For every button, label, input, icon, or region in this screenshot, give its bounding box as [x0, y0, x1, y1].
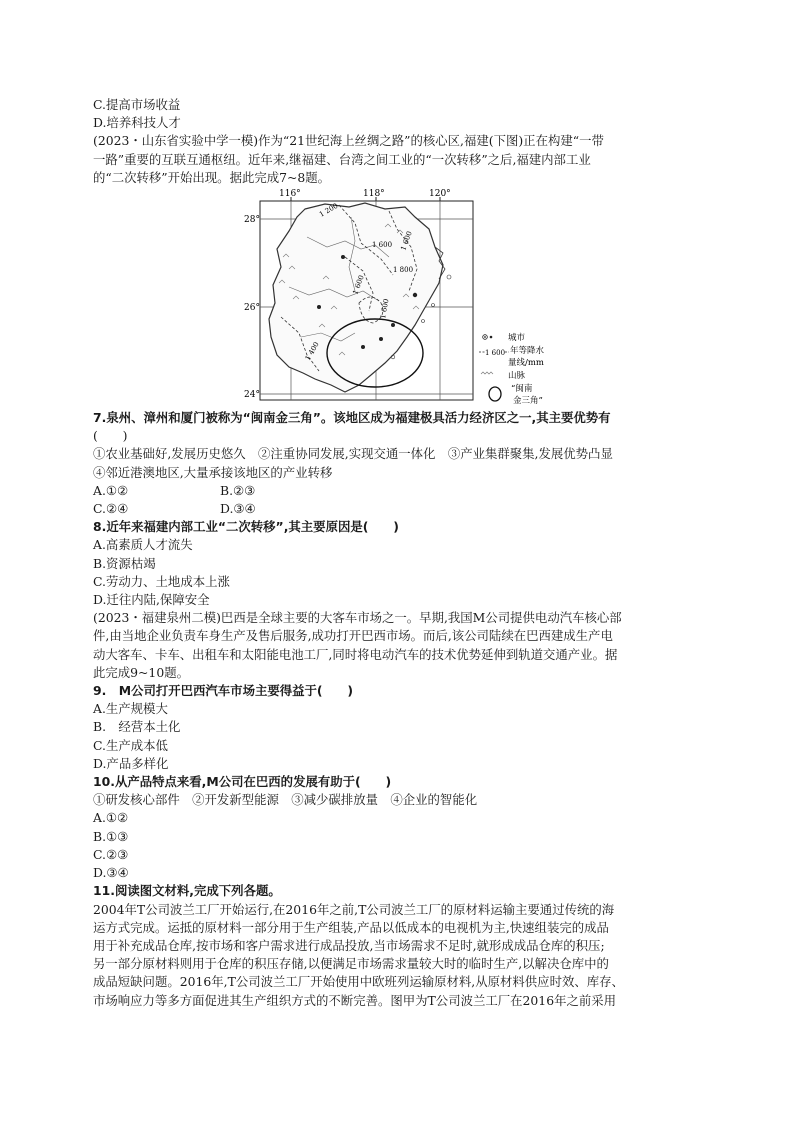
question-10-option-b[interactable]: B.①③	[93, 828, 129, 844]
legend-mountain: 山脉	[508, 371, 526, 382]
isohyet-label: 1 200	[318, 201, 340, 219]
question-10-option-c[interactable]: C.②③	[93, 846, 129, 862]
passage-fujian-line-3: 的“二次转移”开始出现。据此完成7~8题。	[93, 169, 331, 185]
lon-label-118: 118°	[363, 189, 385, 200]
question-8-stem: 8.近年来福建内部工业“二次转移”,其主要原因是( )	[93, 519, 399, 535]
lat-label-26: 26°	[244, 303, 260, 314]
question-9-stem: 9. M公司打开巴西汽车市场主要得益于( )	[93, 683, 354, 699]
question-7-option-c[interactable]: C.②④	[93, 501, 129, 517]
lat-label-24: 24°	[244, 390, 260, 401]
question-9-option-d[interactable]: D.产品多样化	[93, 755, 169, 771]
map-legend	[479, 332, 547, 406]
legend-city: 城市	[508, 333, 526, 344]
passage-fujian-line-1: (2023・山东省实验中学一模)作为“21世纪海上丝绸之路”的核心区,福建(下图)正在构建“一带	[93, 133, 604, 149]
document-page	[93, 96, 703, 1010]
lon-label-116: 116°	[279, 189, 301, 200]
question-9-option-c[interactable]: C.生产成本低	[93, 737, 168, 753]
question-11-material-line-4: 另一部分原材料则用于仓库的积压存储,以便满足市场需求量较大时的临时生产,以解决仓库中的	[93, 956, 609, 972]
question-11-stem: 11.阅读图文材料,完成下列各题。	[93, 883, 281, 899]
question-8-option-d[interactable]: D.迁往内陆,保障安全	[93, 592, 210, 608]
question-7-option-a[interactable]: A.①②	[93, 482, 129, 498]
question-7-option-d[interactable]: D.③④	[220, 501, 256, 517]
question-7-options-row-1	[93, 482, 703, 500]
question-7-options-row-2	[93, 500, 703, 518]
question-8-option-a[interactable]: A.高素质人才流失	[93, 537, 193, 553]
question-7-paren: ( )	[93, 428, 128, 444]
question-11-material-line-2: 运方式完成。运抵的原材料一部分用于生产组装,产品以低成本的电视机为主,快速组装完的成品	[93, 919, 609, 935]
question-10-items: ①研发核心部件 ②开发新型能源 ③减少碳排放量 ④企业的智能化	[93, 792, 478, 808]
isohyet-label: 1 400	[303, 340, 321, 363]
isohyet-label: 1 600	[351, 274, 366, 296]
question-10-stem: 10.从产品特点来看,M公司在巴西的发展有助于( )	[93, 774, 392, 790]
passage-brazil-line-1: (2023・福建泉州二模)巴西是全球主要的大客车市场之一。早期,我国M公司提供电动汽车核心部	[93, 610, 622, 626]
question-7-option-b[interactable]: B.②③	[220, 482, 256, 498]
lat-label-28: 28°	[244, 215, 260, 226]
passage-fujian-line-2: 一路”重要的互联互通枢纽。近年来,继福建、台湾之间工业的“一次转移”之后,福建内部工业	[93, 151, 591, 167]
fujian-map	[93, 187, 703, 409]
passage-brazil-line-4: 此完成9~10题。	[93, 664, 189, 680]
passage-brazil-line-3: 动大客车、卡车、出租车和太阳能电池工厂,同时将电动汽车的技术优势延伸到轨道交通产业。据	[93, 646, 618, 662]
question-7-items-1: ①农业基础好,发展历史悠久 ②注重协同发展,实现交通一体化 ③产业集群聚集,发展优势凸显	[93, 446, 613, 462]
legend-isohyet: 年等降水 量线/mm	[508, 346, 545, 369]
option-d-q6: D.培养科技人才	[93, 115, 181, 131]
question-8-option-b[interactable]: B.资源枯竭	[93, 555, 156, 571]
question-11-material-line-6: 市场响应力等多方面促进其生产组织方式的不断完善。图甲为T公司波兰工厂在2016年之前采用	[93, 992, 617, 1008]
isohyet-label: 1 600	[379, 298, 391, 320]
question-7-stem: 7.泉州、漳州和厦门被称为“闽南金三角”。该地区成为福建极具活力经济区之一,其主要优势有	[93, 410, 611, 426]
question-10-option-a[interactable]: A.①②	[93, 810, 129, 826]
question-9-option-a[interactable]: A.生产规模大	[93, 701, 168, 717]
fujian-outline	[269, 203, 443, 392]
question-11-material-line-1: 2004年T公司波兰工厂开始运行,在2016年之前,T公司波兰工厂的原材料运输主要通过传统的海	[93, 901, 615, 917]
question-9-option-b[interactable]: B. 经营本土化	[93, 719, 181, 735]
fujian-map-figure	[93, 187, 703, 409]
question-11-material-line-5: 成品短缺问题。2016年,T公司波兰工厂开始使用中欧班列运输原材料,从原材料供应时效、库存、	[93, 974, 624, 990]
question-10-option-d[interactable]: D.③④	[93, 865, 129, 881]
question-11-material-line-3: 用于补充成品仓库,按市场和客户需求进行成品投放,当市场需求不足时,就形成成品仓库的积压;	[93, 937, 605, 953]
isohyet-label: 1 800	[393, 266, 414, 275]
question-8-option-c[interactable]: C.劳动力、土地成本上涨	[93, 573, 230, 589]
isohyet-label: 1 600	[372, 241, 393, 250]
isohyet-label: 1 600	[399, 230, 414, 252]
legend-isohyet-value: 1 600	[485, 349, 506, 358]
legend-golden-triangle: “闽南 金三角”	[511, 384, 543, 407]
lon-label-120: 120°	[429, 189, 451, 200]
passage-brazil-line-2: 件,由当地企业负责车身生产及售后服务,成功打开巴西市场。而后,该公司陆续在巴西建成生产电	[93, 628, 613, 644]
option-c-q6: C.提高市场收益	[93, 97, 181, 112]
question-7-items-2: ④邻近港澳地区,大量承接该地区的产业转移	[93, 464, 333, 480]
